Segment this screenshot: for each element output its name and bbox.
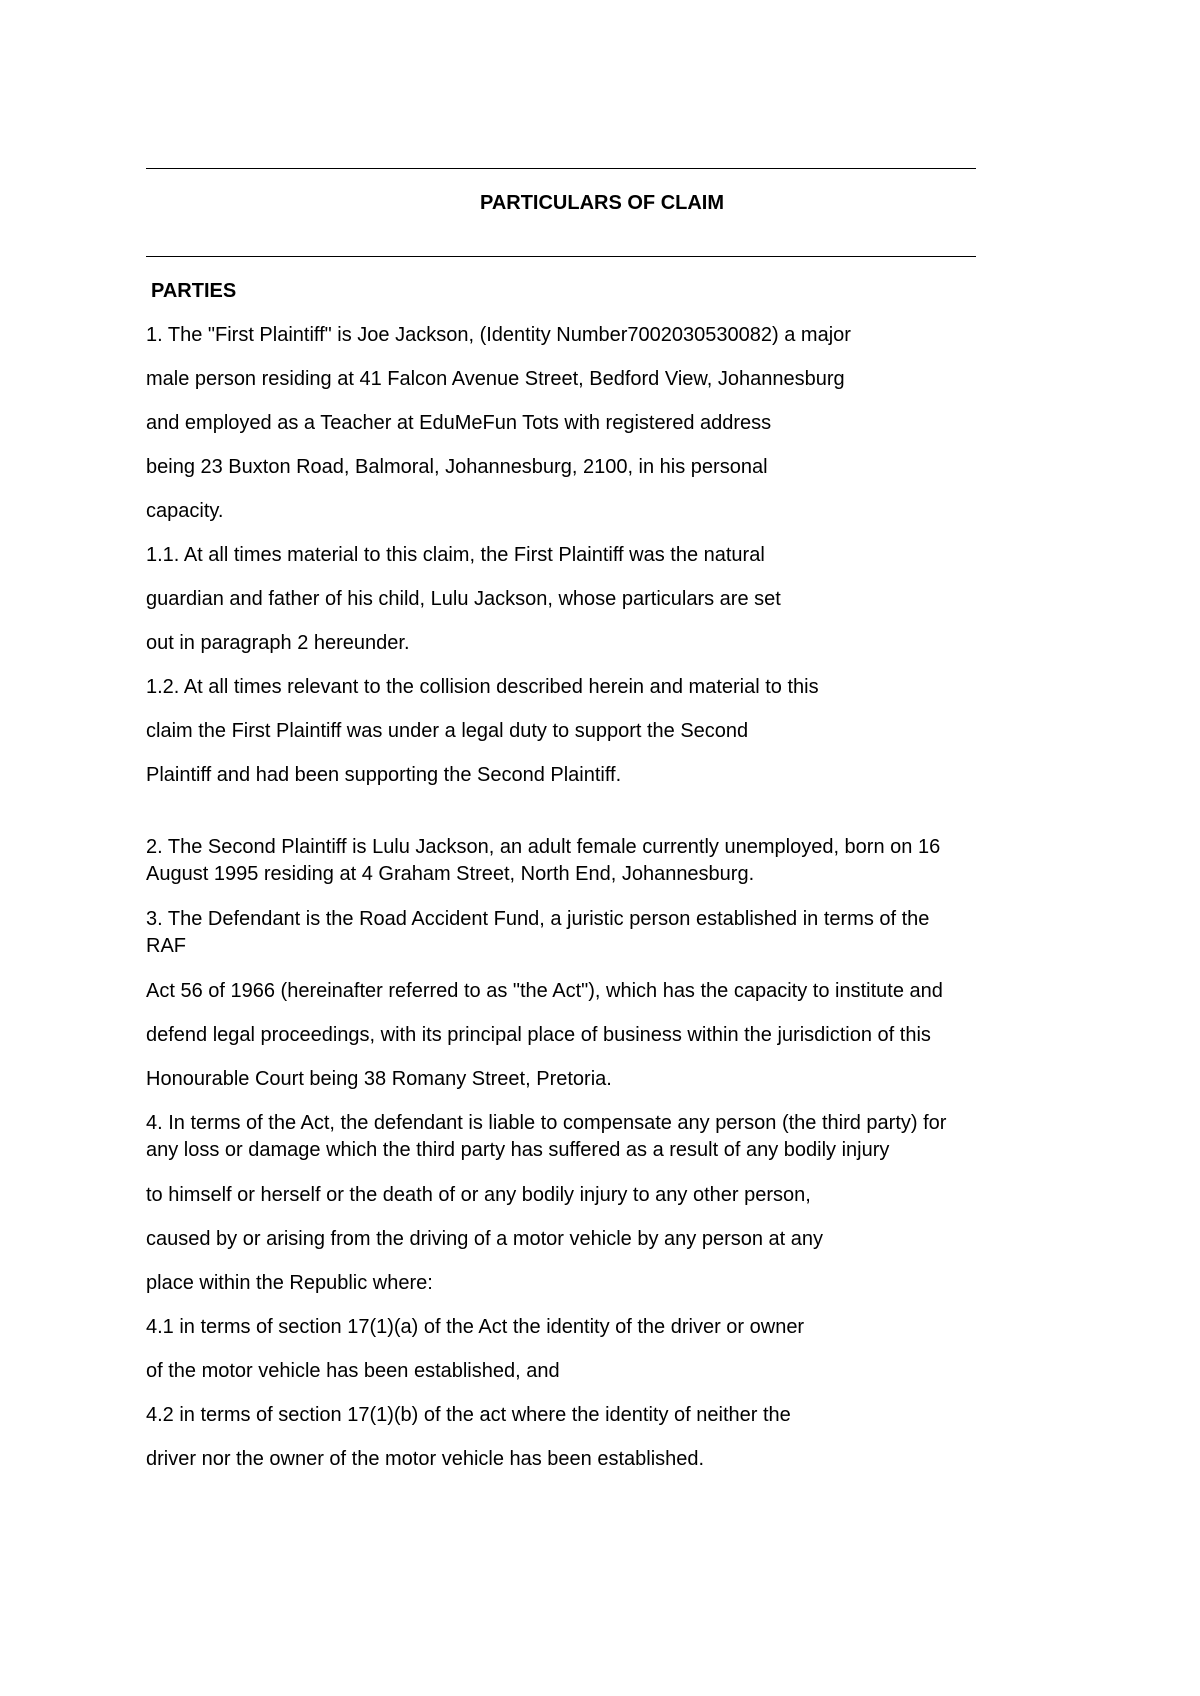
paragraph-line: August 1995 residing at 4 Graham Street, North End, Johannesburg. [146, 863, 755, 885]
paragraph-line: RAF [146, 935, 186, 957]
paragraph-line: 4. In terms of the Act, the defendant is liable to compensate any person (the third party) for [146, 1112, 947, 1134]
paragraph-line: claim the First Plaintiff was under a legal duty to support the Second [146, 720, 749, 742]
paragraph-line: 2. The Second Plaintiff is Lulu Jackson, an adult female currently unemployed, born on 16 [146, 836, 941, 858]
paragraph-line: Plaintiff and had been supporting the Second Plaintiff. [146, 764, 622, 786]
section-heading-parties: PARTIES [151, 280, 237, 302]
paragraph-line: 1.2. At all times relevant to the collision described herein and material to this [146, 676, 819, 698]
bottom-divider [146, 256, 976, 257]
paragraph-line: male person residing at 41 Falcon Avenue Street, Bedford View, Johannesburg [146, 368, 845, 390]
paragraph-line: and employed as a Teacher at EduMeFun Tots with registered address [146, 412, 772, 434]
paragraph-line: guardian and father of his child, Lulu Jackson, whose particulars are set [146, 588, 781, 610]
paragraph-line: capacity. [146, 500, 224, 522]
paragraph-line: any loss or damage which the third party has suffered as a result of any bodily injury [146, 1139, 890, 1161]
paragraph-line: Honourable Court being 38 Romany Street, Pretoria. [146, 1068, 612, 1090]
document-title: PARTICULARS OF CLAIM [479, 192, 725, 214]
paragraph-line: 3. The Defendant is the Road Accident Fund, a juristic person established in terms of the [146, 908, 930, 930]
paragraph-line: of the motor vehicle has been established, and [146, 1360, 560, 1382]
paragraph-line: out in paragraph 2 hereunder. [146, 632, 410, 654]
paragraph-line: caused by or arising from the driving of a motor vehicle by any person at any [146, 1228, 824, 1250]
paragraph-line: 4.2 in terms of section 17(1)(b) of the act where the identity of neither the [146, 1404, 791, 1426]
paragraph-line: 4.1 in terms of section 17(1)(a) of the Act the identity of the driver or owner [146, 1316, 805, 1338]
paragraph-line: to himself or herself or the death of or any bodily injury to any other person, [146, 1184, 811, 1206]
paragraph-line: defend legal proceedings, with its principal place of business within the jurisdiction of this [146, 1024, 931, 1046]
paragraph-line: place within the Republic where: [146, 1272, 433, 1294]
paragraph-line: 1.1. At all times material to this claim, the First Plaintiff was the natural [146, 544, 765, 566]
paragraph-line: Act 56 of 1966 (hereinafter referred to as "the Act"), which has the capacity to institute and [146, 980, 943, 1002]
paragraph-line: driver nor the owner of the motor vehicle has been established. [146, 1448, 705, 1470]
paragraph-line: being 23 Buxton Road, Balmoral, Johannesburg, 2100, in his personal [146, 456, 768, 478]
top-divider [146, 168, 976, 169]
paragraph-line: 1. The "First Plaintiff" is Joe Jackson, (Identity Number7002030530082) a major [146, 324, 851, 346]
